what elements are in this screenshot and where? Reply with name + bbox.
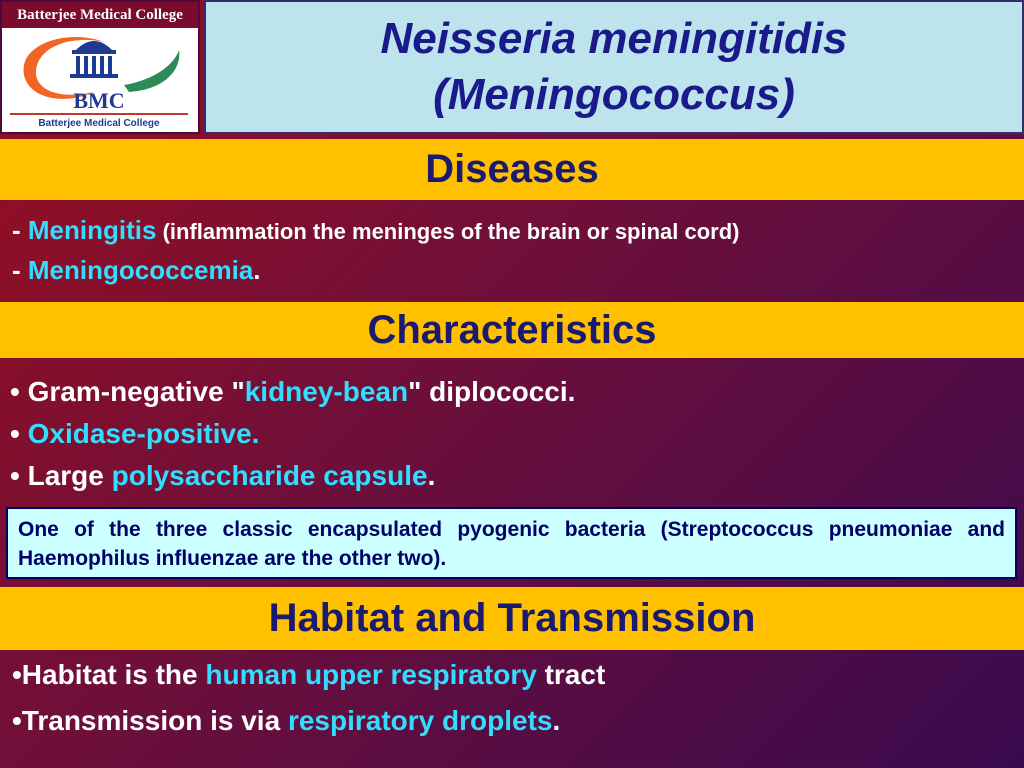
disease-item: - Meningitis (inflammation the meninges of the brain or spinal cord) bbox=[12, 215, 740, 245]
characteristic-item: • Gram-negative "kidney-bean" diplococci. bbox=[10, 376, 576, 407]
habitat-heading: Habitat and Transmission bbox=[0, 587, 1024, 650]
diseases-heading: Diseases bbox=[0, 139, 1024, 200]
disease-term: Meningococcemia bbox=[27, 255, 254, 285]
habitat-item: •Transmission is via respiratory droplets. bbox=[12, 705, 561, 736]
logo-acronym: BMC bbox=[73, 88, 125, 113]
logo-subtitle: Batterjee Medical College bbox=[38, 118, 160, 129]
disease-term: Meningitis bbox=[27, 215, 157, 245]
college-name: Batterjee Medical College bbox=[2, 2, 198, 28]
characteristic-item: • Oxidase-positive. bbox=[10, 418, 260, 449]
characteristics-heading: Characteristics bbox=[0, 302, 1024, 358]
page-title: Neisseria meningitidis bbox=[380, 14, 848, 63]
disease-item: - Meningococcemia. bbox=[12, 255, 261, 285]
habitat-item: •Habitat is the human upper respiratory tract bbox=[12, 659, 606, 690]
page-subtitle: (Meningococcus) bbox=[433, 70, 795, 119]
title-panel bbox=[204, 0, 1024, 134]
characteristic-item: • Large polysaccharide capsule. bbox=[10, 460, 436, 491]
encapsulated-note: One of the three classic encapsulated pyogenic bacteria (Streptococcus pneumoniae and Haemophilus influenzae are the other two). bbox=[6, 507, 1017, 579]
bmc-logo-icon bbox=[4, 30, 194, 130]
